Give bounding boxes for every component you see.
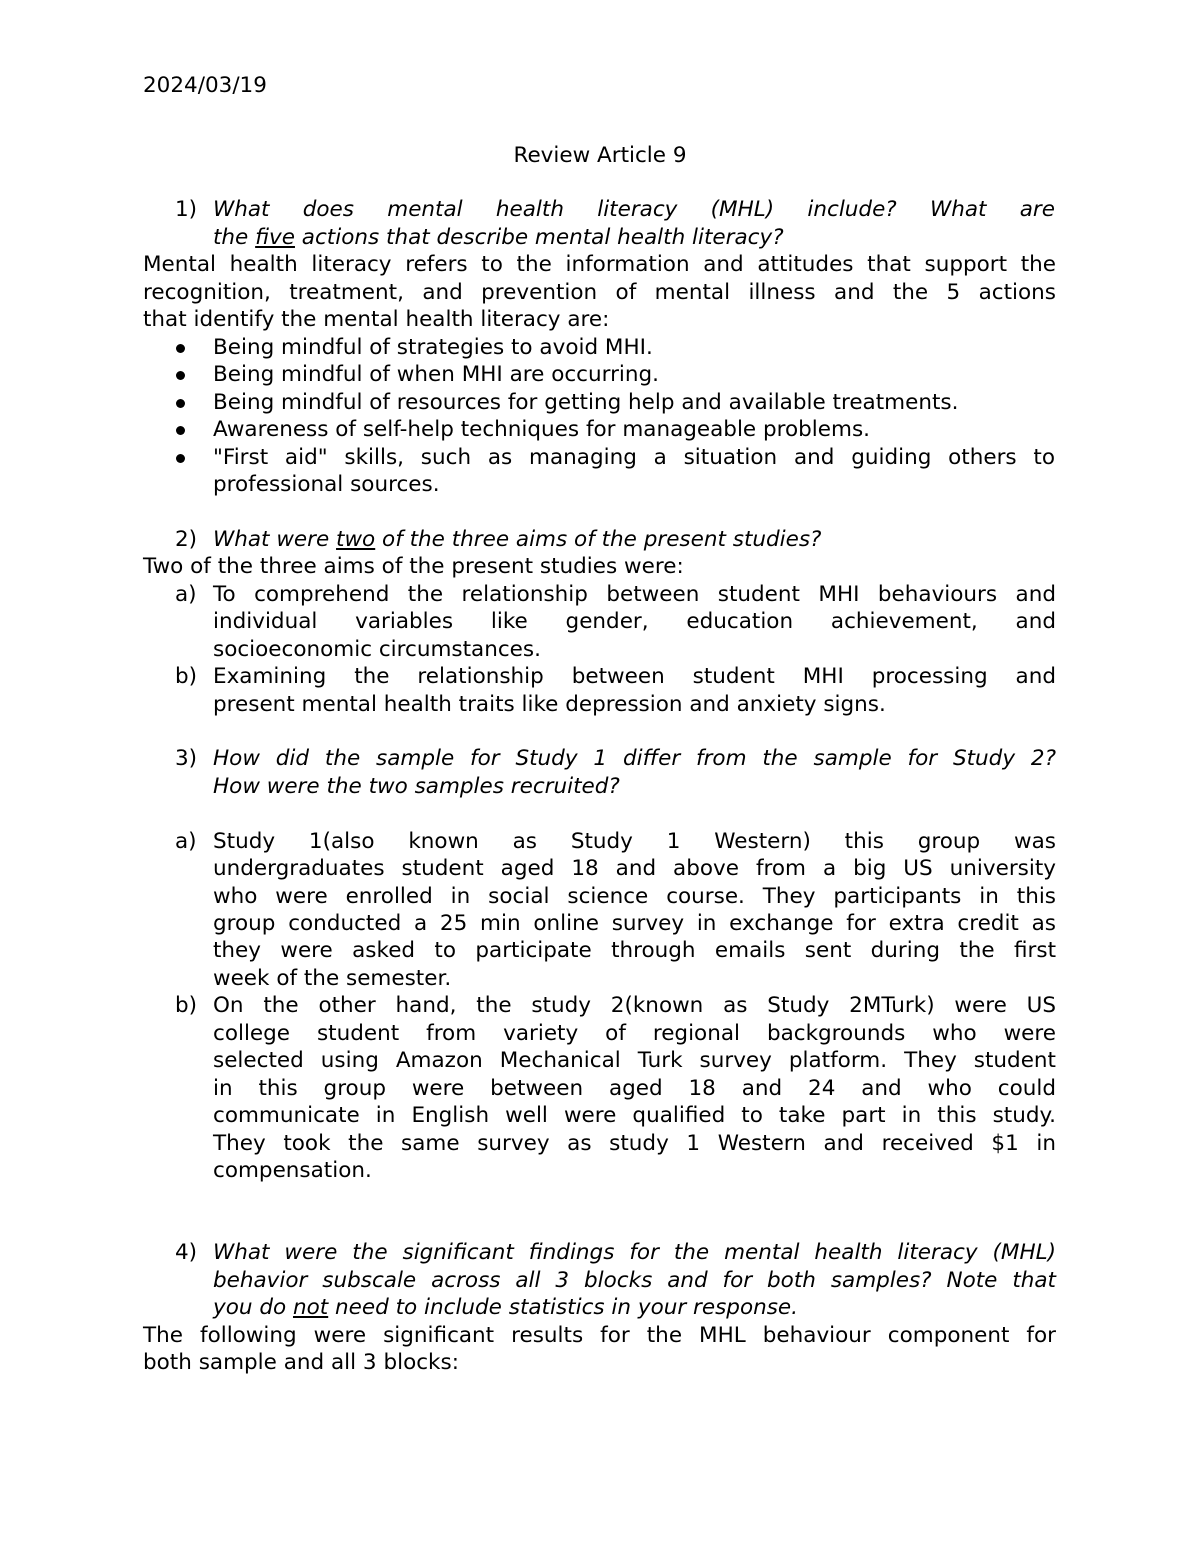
question-2-text: [213, 526, 821, 554]
bullet-item-1: Being mindful of strategies to avoid MHI.: [213, 335, 653, 360]
bullet-item-3: Being mindful of resources for getting help and available treatments.: [213, 390, 959, 415]
question-3-number: 3): [175, 746, 198, 771]
answer-3-b-line: communicate in English well were qualified to take part in this study.: [213, 1103, 1056, 1128]
question-1-five-emphasis: five: [255, 225, 295, 250]
answer-2-b-line-1: Examining the relationship between student MHI processing and: [213, 664, 1056, 689]
question-1-line-2: [213, 224, 784, 252]
bullet-dot: [176, 454, 185, 463]
bullet-item-5-continued: professional sources.: [213, 472, 440, 497]
bullet-dot: [176, 426, 185, 435]
question-1-line-2-pre: the: [213, 225, 256, 250]
answer-3-a-line: week of the semester.: [213, 966, 452, 991]
document-title: Review Article 9: [513, 143, 687, 168]
question-1-number: 1): [175, 197, 198, 222]
bullet-item-4: Awareness of self-help techniques for manageable problems.: [213, 417, 870, 442]
question-4-line-2: behavior subscale across all 3 blocks and for both samples? Note that: [213, 1268, 1056, 1293]
bullet-item-2: Being mindful of when MHI are occurring.: [213, 362, 660, 387]
document-date: 2024/03/19: [143, 73, 267, 98]
question-2-post: of the three aims of the present studies?: [375, 527, 822, 552]
bullet-item-5: "First aid" skills, such as managing a situation and guiding others to: [213, 445, 1055, 470]
answer-3-a-line: who were enrolled in social science course. They participants in this: [213, 884, 1056, 909]
question-3-line-1: How did the sample for Study 1 differ from the sample for Study 2?: [213, 746, 1056, 771]
bullet-dot: [176, 399, 185, 408]
answer-3-b-label: b): [175, 993, 198, 1018]
answer-3-b-line: college student from variety of regional backgrounds who were: [213, 1021, 1056, 1046]
question-4-not-emphasis: not: [292, 1295, 329, 1320]
answer-2-a-label: a): [175, 582, 197, 607]
question-4-line-3-pre: you do: [213, 1295, 293, 1320]
question-4-line-3: [213, 1294, 798, 1322]
question-1-line-2-post: actions that describe mental health literacy?: [294, 225, 784, 250]
answer-1-line-1: Mental health literacy refers to the information and attitudes that support the: [143, 252, 1056, 277]
answer-3-b-line: On the other hand, the study 2(known as Study 2MTurk) were US: [213, 993, 1056, 1018]
question-1-line-1: What does mental health literacy (MHL) include? What are: [213, 197, 1055, 222]
answer-3-b-line: selected using Amazon Mechanical Turk survey platform. They student: [213, 1048, 1056, 1073]
answer-3-b-line: compensation.: [213, 1158, 372, 1183]
answer-1-line-2: recognition, treatment, and prevention of mental illness and the 5 actions: [143, 280, 1056, 305]
question-2-two-emphasis: two: [336, 527, 376, 552]
answer-3-a-line: Study 1(also known as Study 1 Western) this group was: [213, 829, 1056, 854]
answer-3-a-line: they were asked to participate through emails sent during the first: [213, 938, 1056, 963]
answer-3-a-line: group conducted a 25 min online survey in exchange for extra credit as: [213, 911, 1056, 936]
answer-4-line-1: The following were significant results for the MHL behaviour component for: [143, 1323, 1056, 1348]
answer-3-a-label: a): [175, 829, 197, 854]
bullet-dot: [176, 371, 185, 380]
answer-3-a-line: undergraduates student aged 18 and above from a big US university: [213, 856, 1056, 881]
answer-2-b-label: b): [175, 664, 198, 689]
answer-2-b-line-2: present mental health traits like depression and anxiety signs.: [213, 692, 886, 717]
answer-4-line-2: both sample and all 3 blocks:: [143, 1350, 459, 1375]
answer-2-a-line-2: individual variables like gender, education achievement, and: [213, 609, 1056, 634]
answer-2-intro: Two of the three aims of the present studies were:: [143, 554, 684, 579]
question-2-number: 2): [175, 527, 198, 552]
answer-2-a-line-3: socioeconomic circumstances.: [213, 637, 541, 662]
answer-3-b-line: They took the same survey as study 1 Western and received $1 in: [213, 1131, 1056, 1156]
answer-2-a-line-1: To comprehend the relationship between student MHI behaviours and: [213, 582, 1056, 607]
question-4-line-3-post: need to include statistics in your response.: [328, 1295, 798, 1320]
bullet-dot: [176, 344, 185, 353]
answer-1-line-3: that identify the mental health literacy are:: [143, 307, 610, 332]
answer-3-b-line: in this group were between aged 18 and 24 and who could: [213, 1076, 1056, 1101]
question-3-line-2: How were the two samples recruited?: [213, 774, 620, 799]
question-4-line-1: What were the significant findings for the mental health literacy (MHL): [213, 1240, 1056, 1265]
question-4-number: 4): [175, 1240, 198, 1265]
question-2-pre: What were: [213, 527, 337, 552]
